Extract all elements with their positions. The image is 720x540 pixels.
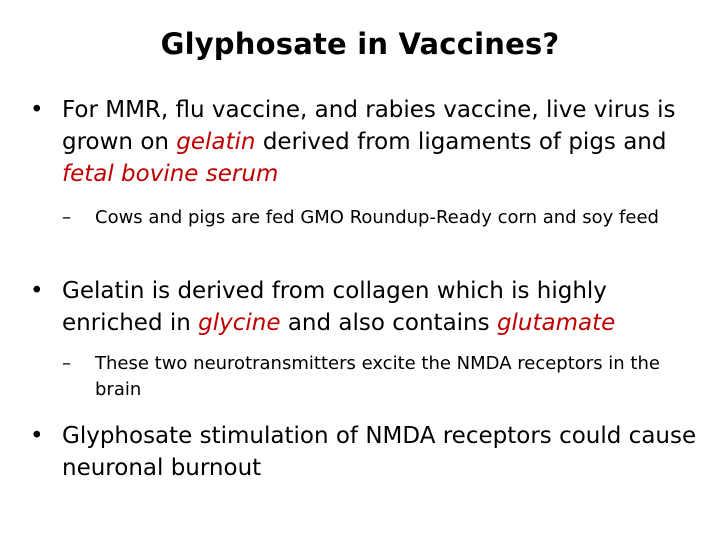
text-run: derived from ligaments of pigs and <box>255 129 667 155</box>
emphasis-term: glycine <box>198 310 281 336</box>
sub-bullet-item <box>62 351 692 403</box>
bullet-text <box>62 275 710 339</box>
bullet-text <box>62 94 710 190</box>
bullet-item <box>30 275 710 339</box>
emphasis-term: fetal bovine serum <box>62 161 279 187</box>
bullet-item <box>30 94 710 190</box>
sub-bullet-marker: – <box>62 353 71 374</box>
text-run: Gelatin is derived from collagen which is highly enriched in <box>62 278 607 336</box>
sub-bullet-marker: – <box>62 207 71 228</box>
emphasis-term: gelatin <box>176 129 256 155</box>
bullet-marker: • <box>30 278 44 304</box>
bullet-text: Glyphosate stimulation of NMDA receptors could cause neuronal burnout <box>62 423 697 481</box>
text-run: For MMR, flu vaccine, and rabies vaccine, live virus is grown on <box>62 97 676 155</box>
bullet-item <box>30 420 710 484</box>
bullet-marker: • <box>30 423 44 449</box>
emphasis-term: glutamate <box>496 310 616 336</box>
bullet-marker: • <box>30 97 44 123</box>
sub-bullet-text: These two neurotransmitters excite the NMDA receptors in the brain <box>95 353 660 400</box>
sub-bullet-item <box>62 205 692 231</box>
slide-title: Glyphosate in Vaccines? <box>160 27 560 61</box>
text-run: and also contains <box>280 310 497 336</box>
sub-bullet-text: Cows and pigs are fed GMO Roundup-Ready corn and soy feed <box>95 207 659 228</box>
